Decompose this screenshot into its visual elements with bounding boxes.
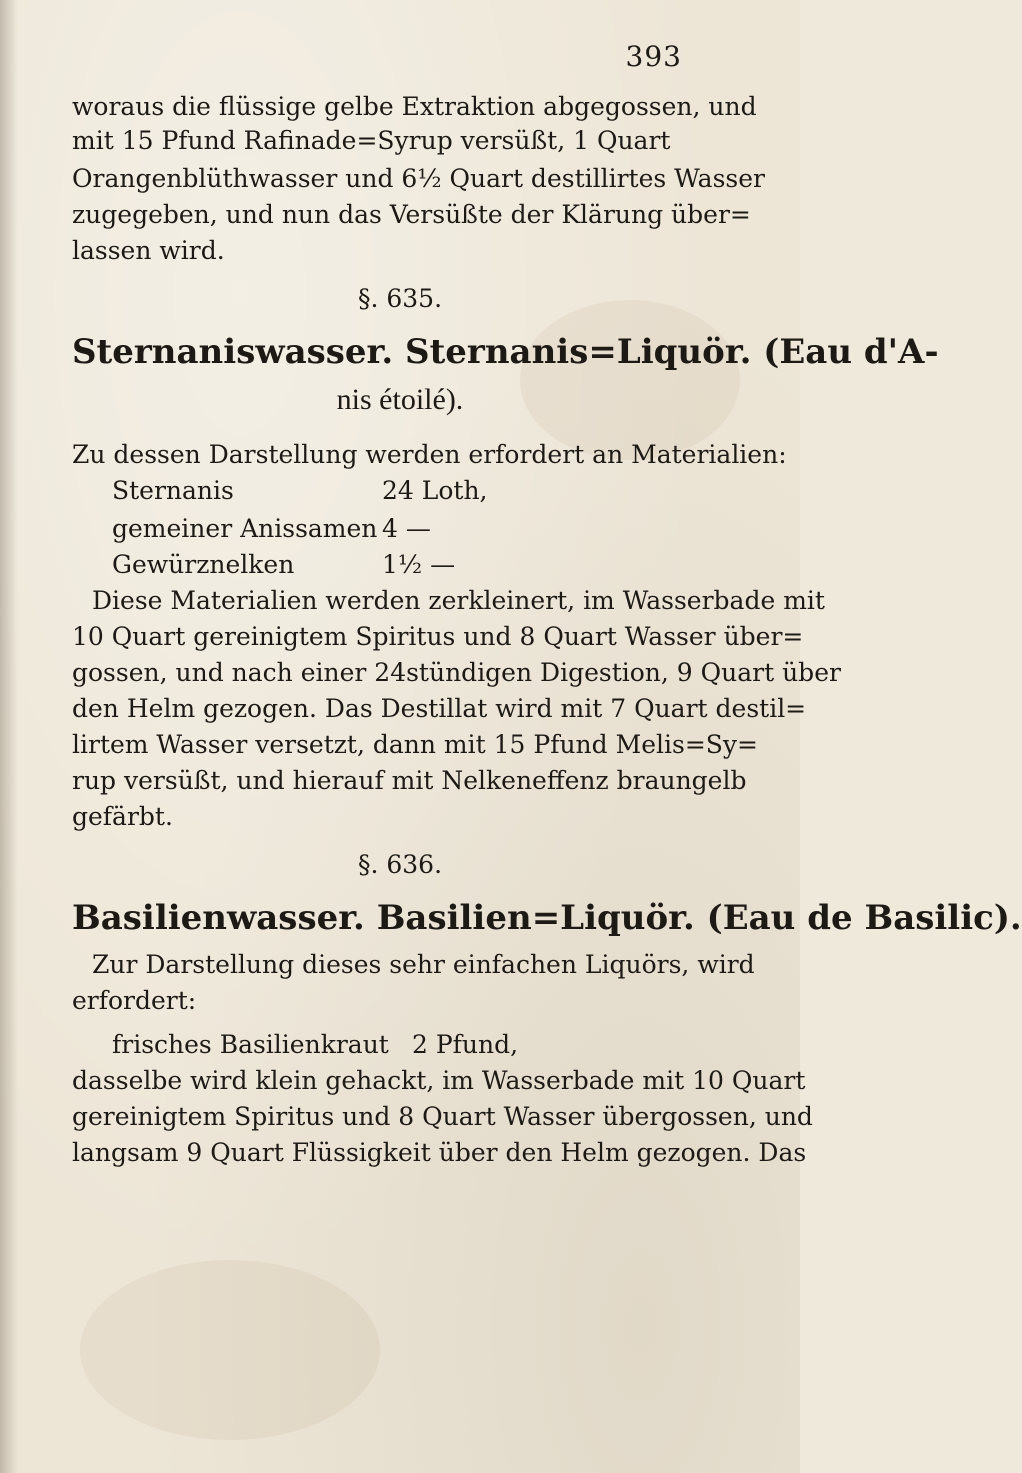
material-name: gemeiner Anissamen [112, 514, 378, 543]
material-amount: 4 — [382, 514, 431, 543]
material-row [112, 474, 488, 508]
section-number: §. 635. [357, 284, 443, 313]
page-edge-shadow [0, 0, 18, 1473]
text-line: lirtem Wasser versetzt, dann mit 15 Pfund Melis=Sy= [72, 730, 758, 759]
page-number: 393 [625, 40, 682, 73]
section-number: §. 636. [357, 850, 443, 879]
text-line: rup versüßt, und hierauf mit Nelkeneffenz braungelb [72, 766, 747, 795]
text-line: mit 15 Pfund Rafinade=Syrup versüßt, 1 Quart [72, 126, 671, 155]
text-line: gossen, und nach einer 24stündigen Digestion, 9 Quart über [72, 658, 841, 687]
material-name: frisches Basilienkraut [112, 1030, 389, 1059]
text-line: den Helm gezogen. Das Destillat wird mit 7 Quart destil= [72, 694, 807, 723]
text-line: zugegeben, und nun das Versüßte der Klärung über= [72, 200, 751, 229]
material-row [112, 512, 431, 546]
text-line: 10 Quart gereinigtem Spiritus und 8 Quart Wasser über= [72, 622, 804, 651]
material-name: Gewürznelken [112, 550, 295, 579]
text-line: lassen wird. [72, 236, 225, 265]
text-line: Zur Darstellung dieses sehr einfachen Liquörs, wird [92, 950, 755, 979]
material-amount: 1½ — [382, 550, 456, 579]
text-line: erfordert: [72, 986, 197, 1015]
section-heading: Sternaniswasser. Sternanis=Liquör. (Eau d'A- [72, 332, 939, 372]
text-line: Zu dessen Darstellung werden erfordert an Materialien: [72, 440, 787, 469]
paper-stain [80, 1260, 380, 1440]
material-amount: 2 Pfund, [412, 1030, 519, 1059]
material-row [112, 1028, 518, 1062]
section-heading-continuation: nis étoilé). [336, 383, 464, 416]
text-line: dasselbe wird klein gehackt, im Wasserbade mit 10 Quart [72, 1066, 806, 1095]
text-line: Orangenblüthwasser und 6½ Quart destillirtes Wasser [72, 164, 765, 193]
text-line: Diese Materialien werden zerkleinert, im Wasserbade mit [92, 586, 825, 615]
text-line: langsam 9 Quart Flüssigkeit über den Helm gezogen. Das [72, 1138, 807, 1167]
section-heading: Basilienwasser. Basilien=Liquör. (Eau de Basilic). [72, 898, 1022, 938]
material-amount: 24 Loth, [382, 476, 488, 505]
text-line: gereinigtem Spiritus und 8 Quart Wasser übergossen, und [72, 1102, 813, 1131]
text-line: gefärbt. [72, 802, 173, 831]
text-line: woraus die flüssige gelbe Extraktion abgegossen, und [72, 92, 757, 121]
material-row [112, 548, 455, 582]
material-name: Sternanis [112, 476, 234, 505]
